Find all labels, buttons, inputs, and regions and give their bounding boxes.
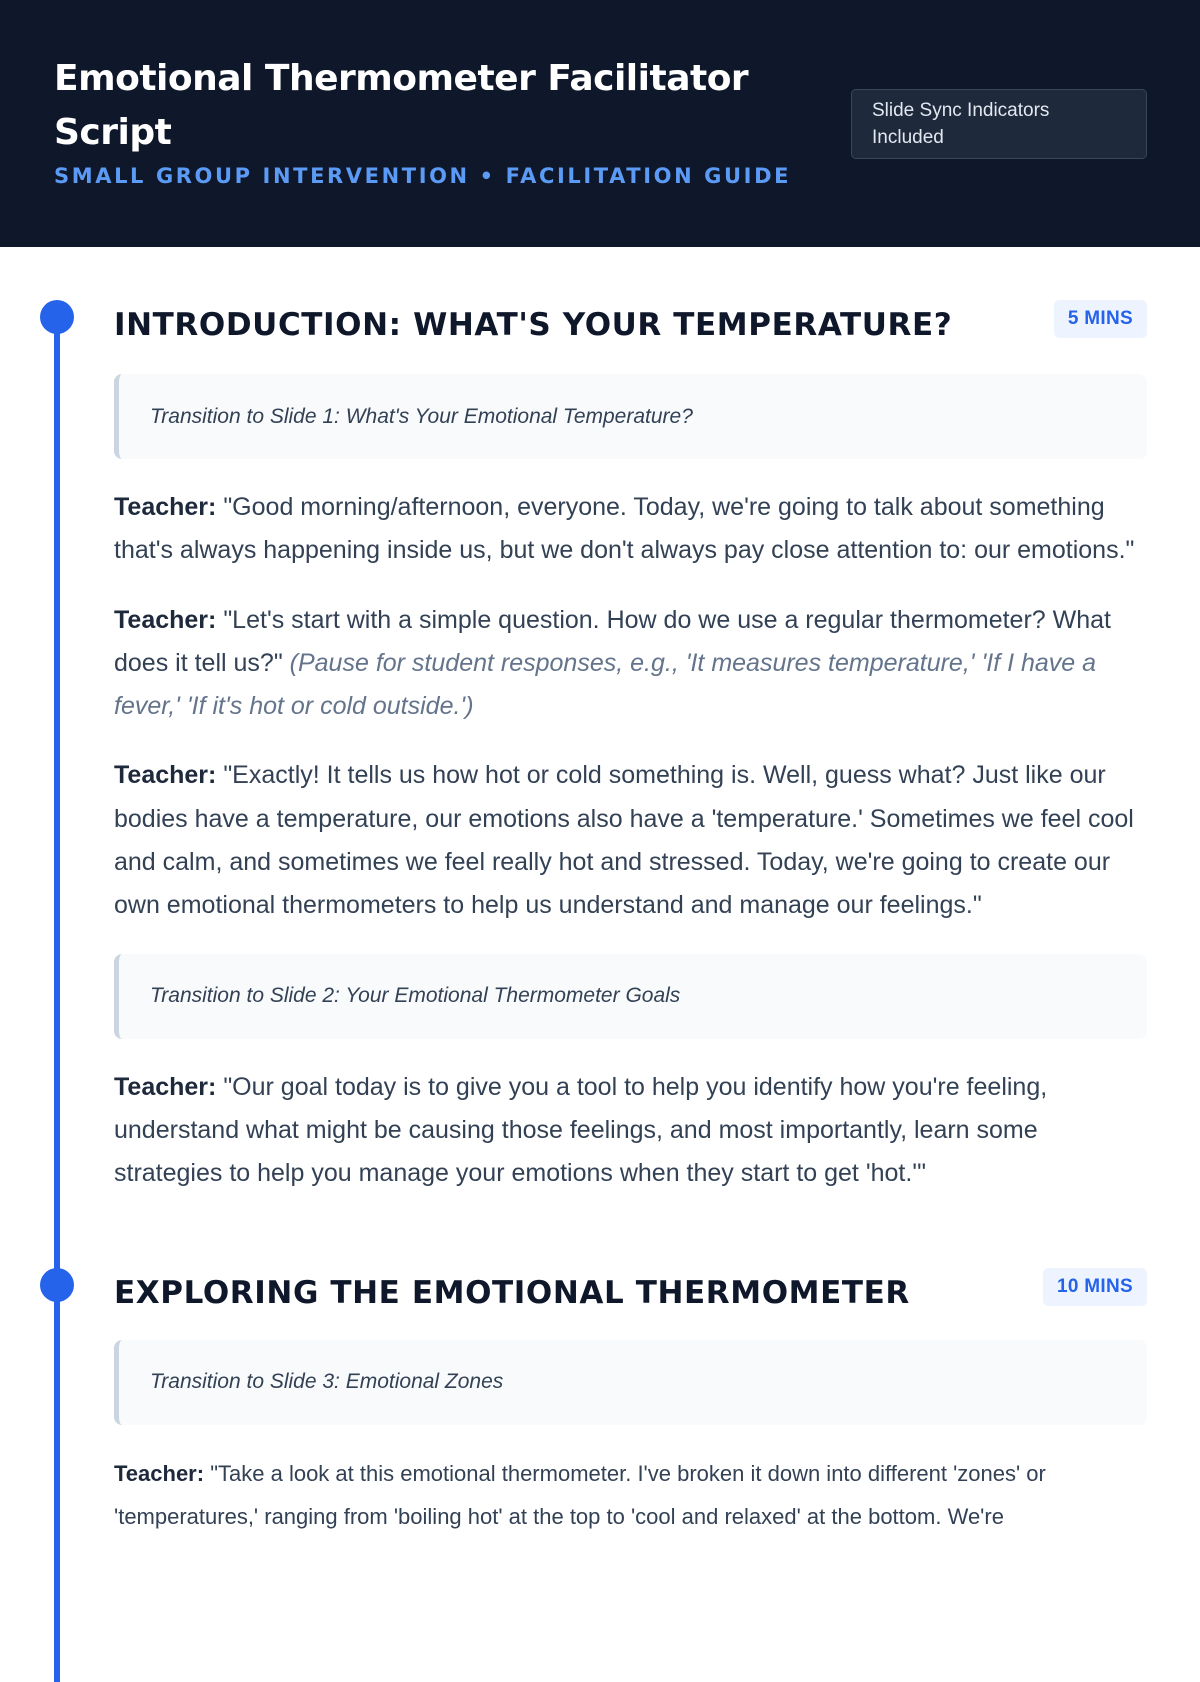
section-header <box>114 300 1147 350</box>
duration-badge: 5 MINS <box>1054 300 1147 338</box>
speaker-label: Teacher: <box>114 493 217 521</box>
document-header <box>0 0 1200 247</box>
timeline-line <box>54 314 60 1336</box>
document-title: Emotional Thermometer Facilitator Script <box>54 58 749 153</box>
document-subtitle: SMALL GROUP INTERVENTION • FACILITATION GUIDE <box>54 164 792 188</box>
slide-transition-note: Transition to Slide 1: What's Your Emotional Temperature? <box>114 374 1147 459</box>
dialogue-text: "Our goal today is to give you a tool to help you identify how you're feeling, understand what might be causing those feelings, and most importantly, learn some strategies to help you manage your emotions when they start to get 'hot.'" <box>114 1072 1048 1188</box>
dialogue-text: "Exactly! It tells us how hot or cold something is. Well, guess what? Just like our bodies have a temperature, our emotions also have a 'temperature.' Sometimes we feel cool and calm, and sometimes we feel really hot and stressed. Today, we're going to create our own emotional thermometers to help us understand and manage our feelings." <box>114 761 1134 920</box>
slide-transition-note: Transition to Slide 2: Your Emotional Thermometer Goals <box>114 954 1147 1039</box>
dialogue-text: "Take a look at this emotional thermometer. I've broken it down into different 'zones' or 'temperatures,' ranging from 'boiling hot' at the top to 'cool and relaxed' at the bottom. We're <box>114 1460 1046 1529</box>
teacher-line <box>114 599 1147 729</box>
teacher-line <box>114 754 1147 927</box>
facilitator-cue: (Pause for student responses, e.g., 'It measures temperature,' 'If I have a fever,' 'If it's hot or cold outside.') <box>114 648 1097 721</box>
section-title: EXPLORING THE EMOTIONAL THERMOMETER <box>114 1274 910 1311</box>
speaker-label: Teacher: <box>114 1460 205 1486</box>
dialogue-text: "Good morning/afternoon, everyone. Today, we're going to talk about something that's always happening inside us, but we don't always pay close attention to: our emotions." <box>114 493 1135 565</box>
duration-badge: 10 MINS <box>1043 1268 1147 1306</box>
section-header <box>114 1268 1147 1318</box>
timeline-line <box>54 1282 60 1682</box>
teacher-line <box>114 486 1147 573</box>
speaker-label: Teacher: <box>114 761 217 790</box>
section-introduction <box>0 300 1200 1196</box>
slide-transition-note: Transition to Slide 3: Emotional Zones <box>114 1340 1147 1425</box>
dialogue-text: "Let's start with a simple question. How do we use a regular thermometer? What does it tell us?" <box>114 605 1111 677</box>
section-exploring <box>0 1268 1200 1539</box>
section-title: INTRODUCTION: WHAT'S YOUR TEMPERATURE? <box>114 307 953 343</box>
speaker-label: Teacher: <box>114 1072 217 1101</box>
slide-sync-badge: Slide Sync Indicators Included <box>851 89 1147 159</box>
teacher-line <box>114 1066 1147 1196</box>
teacher-line <box>114 1452 1147 1539</box>
speaker-label: Teacher: <box>114 605 217 634</box>
